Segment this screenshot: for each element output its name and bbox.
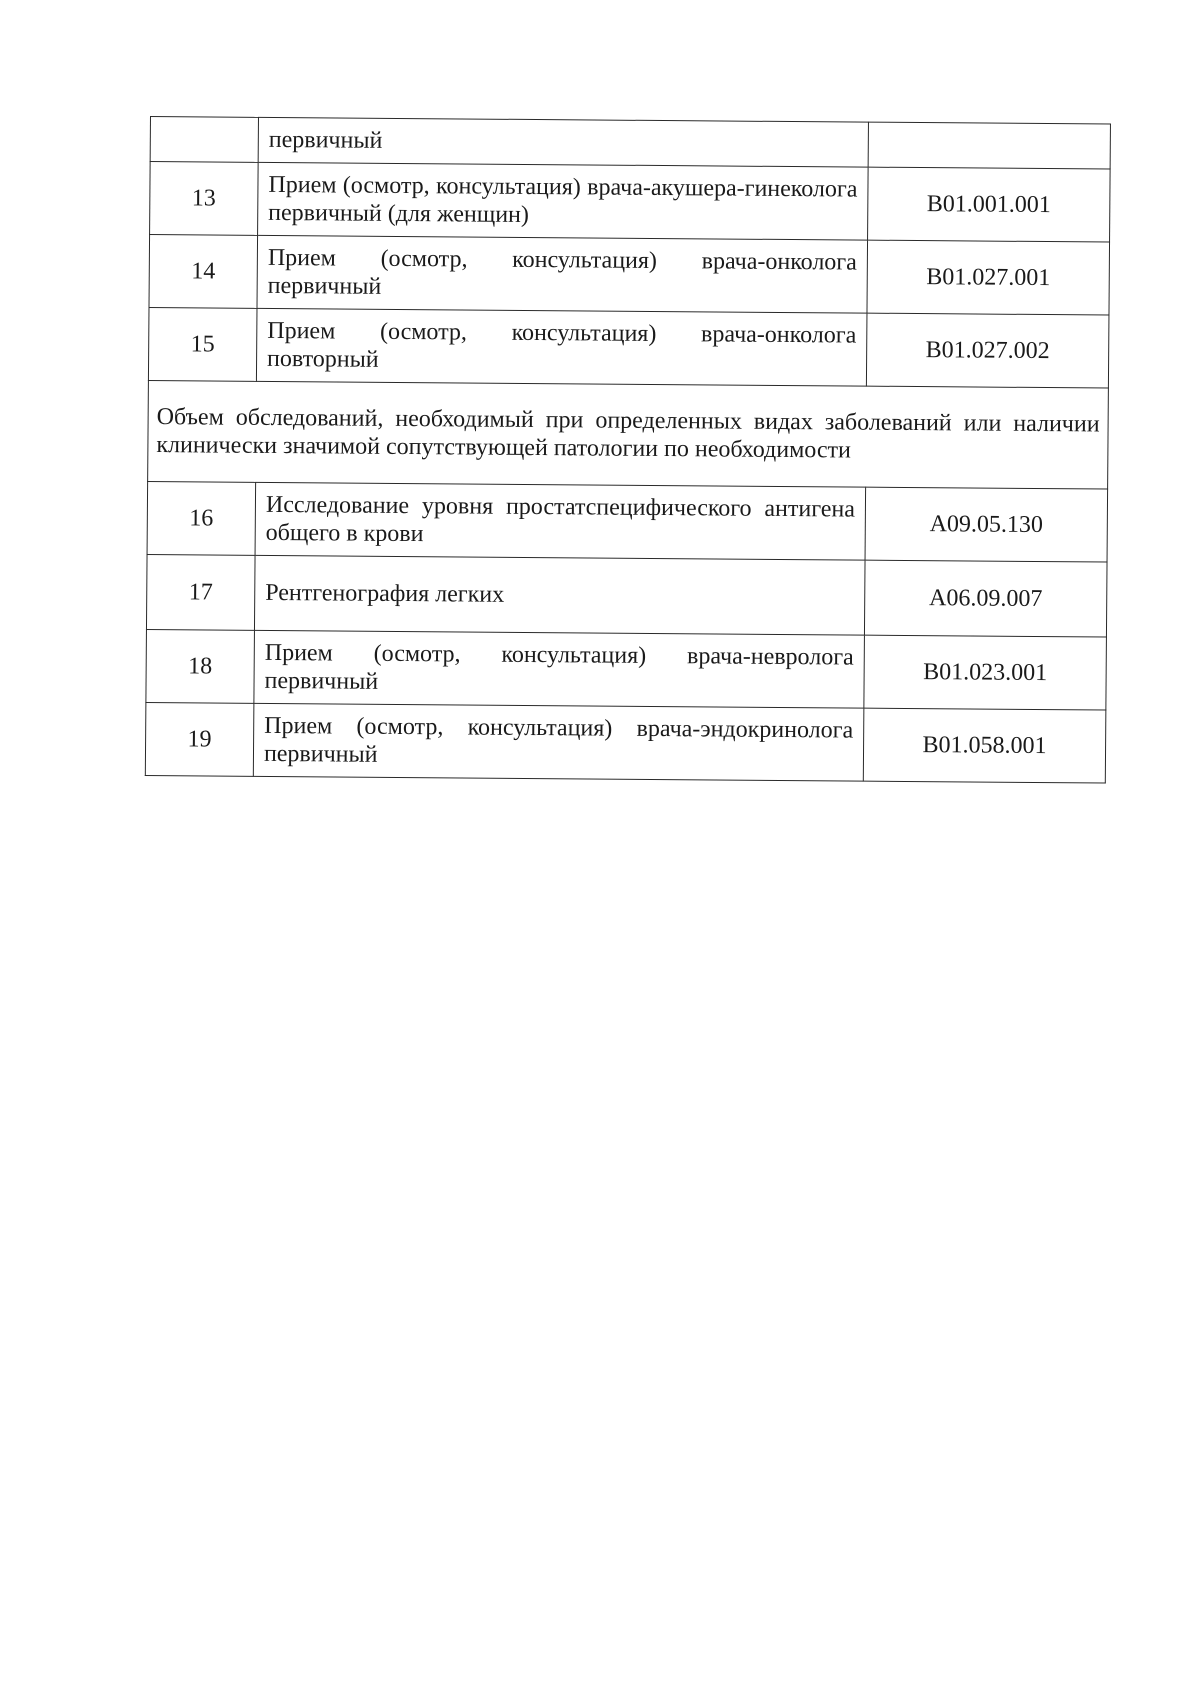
row-number: 18: [146, 629, 255, 703]
row-number: 16: [147, 481, 256, 555]
table-row: [147, 481, 1108, 562]
table-row: [149, 235, 1110, 316]
service-name: первичный: [258, 117, 868, 167]
service-code: A06.09.007: [864, 560, 1107, 637]
service-name: Исследование уровня простатспецифического антигена общего в крови: [255, 482, 866, 560]
service-name: Прием (осмотр, консультация) врача-невролога первичный: [254, 630, 865, 708]
services-table: [145, 116, 1111, 784]
service-code: B01.027.001: [867, 240, 1110, 315]
service-name: Прием (осмотр, консультация) врача-онколога повторный: [256, 308, 867, 386]
service-name: Прием (осмотр, консультация) врача-эндокринолога первичный: [253, 703, 864, 781]
service-name: Прием (осмотр, консультация) врача-онколога первичный: [257, 235, 868, 313]
row-number: [150, 117, 258, 163]
table-row: [150, 162, 1111, 243]
row-number: 13: [150, 162, 259, 236]
table-row-continuation: [150, 117, 1110, 170]
service-code: B01.027.002: [866, 313, 1109, 388]
service-code: A09.05.130: [865, 487, 1108, 562]
service-name: Прием (осмотр, консультация) врача-акушера-гинеколога первичный (для женщин): [258, 162, 869, 240]
section-title: Объем обследований, необходимый при определенных видах заболеваний или наличии клинически значимой сопутствующей патологии по необходимости: [148, 380, 1109, 489]
service-code: B01.023.001: [864, 635, 1107, 710]
table-row: [146, 554, 1107, 637]
table-row: [148, 307, 1109, 388]
service-code: B01.058.001: [863, 708, 1106, 783]
service-code: B01.001.001: [868, 167, 1111, 242]
row-number: 17: [146, 554, 255, 630]
service-code: [868, 122, 1110, 169]
row-number: 19: [145, 702, 254, 776]
row-number: 14: [149, 235, 258, 309]
table-section-row: [148, 380, 1109, 489]
service-name: Рентгенография легких: [254, 555, 865, 635]
table-row: [146, 629, 1107, 710]
row-number: 15: [148, 307, 257, 381]
table-row: [145, 702, 1106, 783]
